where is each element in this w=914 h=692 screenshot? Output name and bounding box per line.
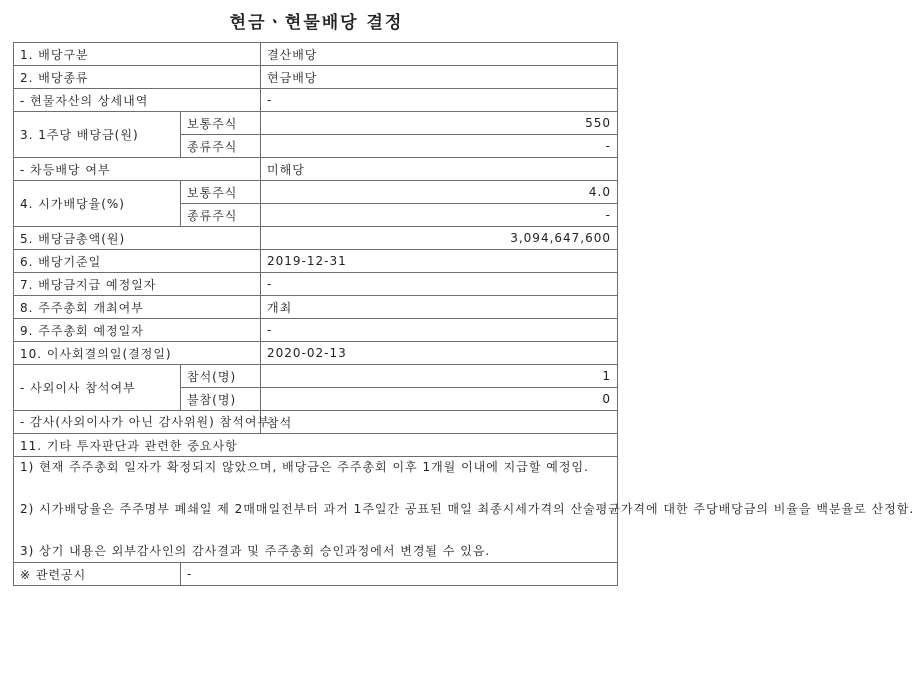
auditor-attendance-label: - 감사(사외이사가 아닌 감사위원) 참석여부 (14, 411, 261, 434)
auditor-attendance-value: 참석 (261, 411, 618, 434)
table-row (14, 66, 618, 89)
note-2: 2) 시가배당율은 주주명부 폐쇄일 제 2매매일전부터 과거 1주일간 공표된 매일 최종시세가격의 산술평균가격에 대한 주당배당금의 비율을 백분율로 산정함. (20, 502, 914, 516)
related-disclosure-value: - (181, 563, 618, 586)
table-row (14, 181, 618, 204)
yield-preferred-label: 종류주식 (181, 204, 261, 227)
note-3: 3) 상기 내용은 외부감사인의 감사결과 및 주주총회 승인과정에서 변경될 수 있음. (20, 544, 491, 558)
dividend-type-label: 1. 배당구분 (14, 43, 261, 66)
dividend-disclosure-table (13, 42, 914, 586)
yield-label: 4. 시가배당율(%) (14, 181, 181, 227)
outside-director-absent-label: 불참(명) (181, 388, 261, 411)
other-matters-label: 11. 기타 투자판단과 관련한 중요사항 (14, 434, 618, 457)
table-row (14, 563, 618, 586)
payment-date-label: 7. 배당금지급 예정일자 (14, 273, 261, 296)
payment-date-value: - (261, 273, 618, 296)
table-row (14, 273, 618, 296)
outside-director-present-label: 참석(명) (181, 365, 261, 388)
table-row (14, 250, 618, 273)
table-row (14, 411, 618, 434)
table-row (14, 227, 618, 250)
total-dividend-label: 5. 배당금총액(원) (14, 227, 261, 250)
dps-common-value: 550 (261, 112, 618, 135)
agm-held-value: 개최 (261, 296, 618, 319)
agm-date-label: 9. 주주총회 예정일자 (14, 319, 261, 342)
dps-preferred-label: 종류주식 (181, 135, 261, 158)
table-row (14, 89, 618, 112)
yield-common-value: 4.0 (261, 181, 618, 204)
outside-director-absent-value: 0 (261, 388, 618, 411)
agm-held-label: 8. 주주총회 개최여부 (14, 296, 261, 319)
in-kind-detail-value: - (261, 89, 618, 112)
dps-preferred-value: - (261, 135, 618, 158)
table-row (14, 342, 618, 365)
related-disclosure-label: ※ 관련공시 (14, 563, 181, 586)
dividend-type-value: 결산배당 (261, 43, 618, 66)
note-1: 1) 현재 주주총회 일자가 확정되지 않았으며, 배당금은 주주총회 이후 1개월 이내에 지급할 예정임. (20, 460, 589, 474)
agm-date-value: - (261, 319, 618, 342)
differential-dividend-value: 미해당 (261, 158, 618, 181)
in-kind-detail-label: - 현물자산의 상세내역 (14, 89, 261, 112)
dps-label: 3. 1주당 배당금(원) (14, 112, 181, 158)
table-row (14, 112, 618, 135)
other-matters-notes (14, 457, 914, 563)
dps-common-label: 보통주식 (181, 112, 261, 135)
table-row (14, 365, 618, 388)
table-row (14, 43, 618, 66)
differential-dividend-label: - 차등배당 여부 (14, 158, 261, 181)
board-resolution-value: 2020-02-13 (261, 342, 618, 365)
dividend-kind-value: 현금배당 (261, 66, 618, 89)
table-row (14, 296, 618, 319)
total-dividend-value: 3,094,647,600 (261, 227, 618, 250)
table-row (14, 319, 618, 342)
yield-preferred-value: - (261, 204, 618, 227)
record-date-label: 6. 배당기준일 (14, 250, 261, 273)
outside-director-present-value: 1 (261, 365, 618, 388)
record-date-value: 2019-12-31 (261, 250, 618, 273)
page-title: 현금ㆍ현물배당 결정 (229, 13, 404, 33)
outside-director-label: - 사외이사 참석여부 (14, 365, 181, 411)
yield-common-label: 보통주식 (181, 181, 261, 204)
table-row (14, 457, 618, 563)
table-row (14, 158, 618, 181)
table-row (14, 434, 618, 457)
board-resolution-label: 10. 이사회결의일(결정일) (14, 342, 261, 365)
dividend-kind-label: 2. 배당종류 (14, 66, 261, 89)
